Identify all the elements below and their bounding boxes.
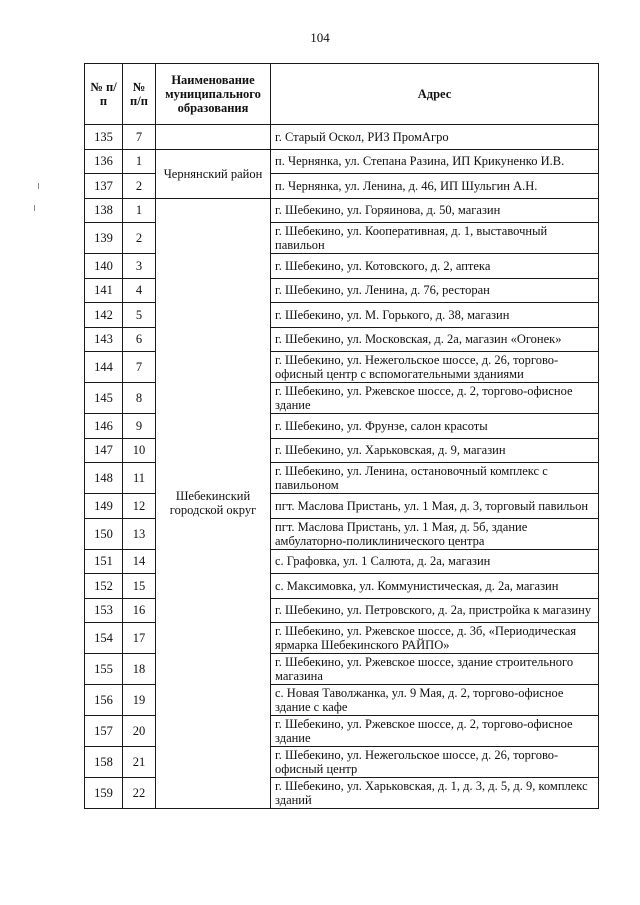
header-address: Адрес [271,64,599,125]
scan-mark [38,183,39,189]
registry-table [84,63,599,809]
row-subnumber: 12 [123,494,156,519]
row-subnumber: 11 [123,463,156,494]
row-subnumber: 13 [123,518,156,549]
row-subnumber: 8 [123,383,156,414]
address-cell: г. Шебекино, ул. Котовского, д. 2, аптека [271,254,599,279]
address-cell: г. Шебекино, ул. Ржевское шоссе, д. 3б, «Периодическая ярмарка Шебекинского РАЙПО» [271,623,599,654]
row-subnumber: 2 [123,174,156,199]
row-subnumber: 4 [123,278,156,303]
municipality-cell [156,125,271,150]
address-cell: г. Шебекино, ул. Харьковская, д. 1, д. 3, д. 5, д. 9, комплекс зданий [271,778,599,809]
row-subnumber: 10 [123,438,156,463]
row-subnumber: 15 [123,574,156,599]
address-cell: п. Чернянка, ул. Степана Разина, ИП Крикуненко И.В. [271,149,599,174]
scan-mark [34,205,35,211]
row-subnumber: 3 [123,254,156,279]
row-number: 141 [85,278,123,303]
page-number: 104 [310,30,330,45]
address-cell: с. Графовка, ул. 1 Салюта, д. 2а, магазин [271,549,599,574]
address-cell: г. Шебекино, ул. Ленина, д. 76, ресторан [271,278,599,303]
header-subnum: № п/п [123,64,156,125]
row-number: 153 [85,598,123,623]
row-number: 145 [85,383,123,414]
row-subnumber: 7 [123,125,156,150]
address-cell: г. Старый Оскол, РИЗ ПромАгро [271,125,599,150]
row-subnumber: 17 [123,623,156,654]
row-subnumber: 19 [123,685,156,716]
address-cell: г. Шебекино, ул. Ржевское шоссе, д. 2, торгово-офисное здание [271,383,599,414]
row-subnumber: 5 [123,303,156,328]
address-cell: г. Шебекино, ул. Нежегольское шоссе, д. 26, торгово-офисный центр с вспомогательными зданиями [271,352,599,383]
address-cell: г. Шебекино, ул. Фрунзе, салон красоты [271,414,599,439]
address-cell: г. Шебекино, ул. Ржевское шоссе, здание строительного магазина [271,654,599,685]
row-number: 144 [85,352,123,383]
row-number: 135 [85,125,123,150]
header-municipality: Наименование муниципального образования [156,64,271,125]
row-number: 148 [85,463,123,494]
table-row [85,125,599,150]
row-number: 150 [85,518,123,549]
row-subnumber: 22 [123,778,156,809]
address-cell: с. Максимовка, ул. Коммунистическая, д. 2а, магазин [271,574,599,599]
row-subnumber: 21 [123,747,156,778]
row-subnumber: 14 [123,549,156,574]
row-number: 138 [85,198,123,223]
row-number: 142 [85,303,123,328]
address-cell: г. Шебекино, ул. Ржевское шоссе, д. 2, торгово-офисное здание [271,716,599,747]
row-number: 158 [85,747,123,778]
row-subnumber: 20 [123,716,156,747]
row-number: 139 [85,223,123,254]
address-cell: г. Шебекино, ул. Московская, д. 2а, магазин «Огонек» [271,327,599,352]
address-cell: г. Шебекино, ул. М. Горького, д. 38, магазин [271,303,599,328]
row-number: 157 [85,716,123,747]
address-cell: г. Шебекино, ул. Харьковская, д. 9, магазин [271,438,599,463]
row-subnumber: 2 [123,223,156,254]
row-number: 137 [85,174,123,199]
row-number: 155 [85,654,123,685]
address-cell: пгт. Маслова Пристань, ул. 1 Мая, д. 5б, здание амбулаторно-поликлинического центра [271,518,599,549]
address-cell: пгт. Маслова Пристань, ул. 1 Мая, д. 3, торговый павильон [271,494,599,519]
row-subnumber: 1 [123,198,156,223]
table-row [85,198,599,223]
address-cell: г. Шебекино, ул. Кооперативная, д. 1, выставочный павильон [271,223,599,254]
header-num: № п/п [85,64,123,125]
row-number: 151 [85,549,123,574]
address-cell: г. Шебекино, ул. Петровского, д. 2а, пристройка к магазину [271,598,599,623]
row-number: 149 [85,494,123,519]
row-number: 140 [85,254,123,279]
row-number: 156 [85,685,123,716]
address-cell: п. Чернянка, ул. Ленина, д. 46, ИП Шульгин А.Н. [271,174,599,199]
municipality-cell: Шебекинский городской округ [156,198,271,809]
row-number: 147 [85,438,123,463]
row-subnumber: 1 [123,149,156,174]
address-cell: г. Шебекино, ул. Нежегольское шоссе, д. 26, торгово-офисный центр [271,747,599,778]
row-subnumber: 7 [123,352,156,383]
address-cell: г. Шебекино, ул. Ленина, остановочный комплекс с павильоном [271,463,599,494]
row-number: 159 [85,778,123,809]
row-number: 136 [85,149,123,174]
address-cell: г. Шебекино, ул. Горяинова, д. 50, магазин [271,198,599,223]
row-subnumber: 6 [123,327,156,352]
address-cell: с. Новая Таволжанка, ул. 9 Мая, д. 2, торгово-офисное здание с кафе [271,685,599,716]
table-row [85,149,599,174]
municipality-cell: Чернянский район [156,149,271,198]
row-number: 146 [85,414,123,439]
row-number: 152 [85,574,123,599]
header-row [85,64,599,125]
row-number: 154 [85,623,123,654]
row-number: 143 [85,327,123,352]
row-subnumber: 9 [123,414,156,439]
row-subnumber: 18 [123,654,156,685]
row-subnumber: 16 [123,598,156,623]
